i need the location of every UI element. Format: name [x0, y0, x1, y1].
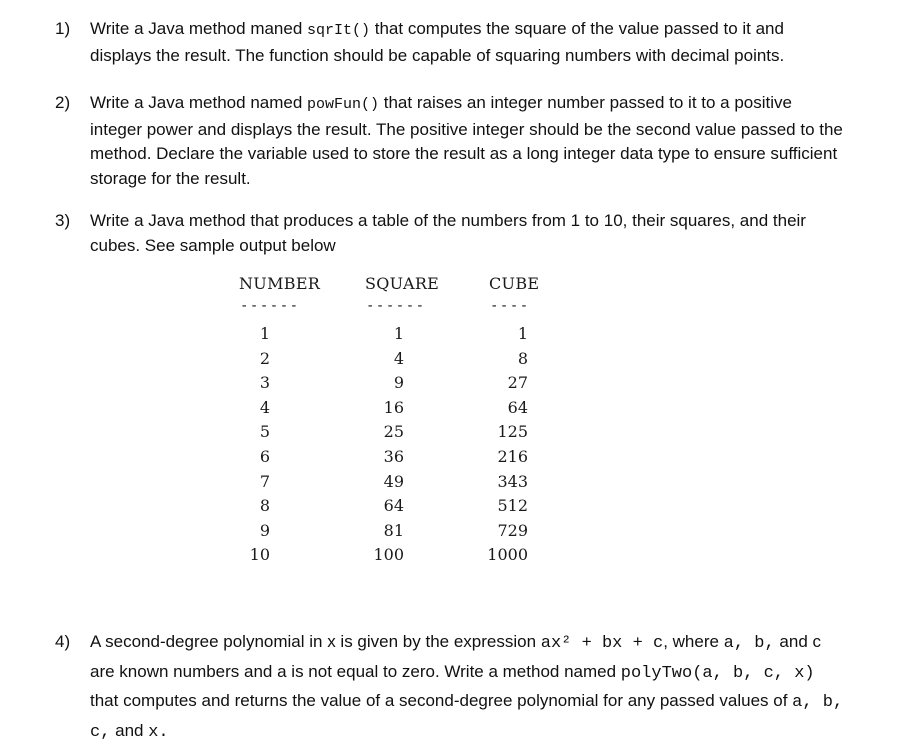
table-cell: 7 [259, 471, 270, 491]
table-cell: 1 [517, 324, 528, 343]
header-number: NUMBER [239, 274, 321, 293]
table-cell: 343 [497, 471, 528, 491]
table-cell: 9 [259, 520, 270, 540]
header-cube: CUBE [489, 274, 540, 293]
table-cell: 25 [383, 422, 404, 442]
column-cube [476, 322, 528, 568]
table-cell: 16 [383, 397, 404, 417]
table-cell: 10 [249, 545, 270, 565]
table-cell: 6 [259, 446, 270, 466]
variable-x: x [327, 632, 336, 651]
header-square: SQUARE [365, 274, 440, 293]
polynomial-expression: ax² + bx + c [540, 634, 664, 653]
text-run: integer power and displays the result. The positive integer should be the second value passed to the [90, 119, 843, 139]
text-run: Write a Java method that produces a table of the numbers from 1 to 10, their squares, and their [90, 211, 806, 230]
table-cell: 49 [383, 471, 404, 491]
question-line [90, 628, 905, 658]
text-run: and [774, 632, 813, 651]
table-cell: 100 [373, 545, 404, 565]
question-line [90, 658, 905, 688]
dash-square: ------ [366, 298, 426, 314]
table-cell: 8 [517, 348, 528, 368]
method-name: polyTwo(a, b, c, x) [620, 663, 815, 683]
table-cell: 4 [259, 397, 270, 417]
table-cell: 2 [259, 348, 270, 368]
question-number: 1) [55, 19, 71, 38]
variable-c: c, [90, 722, 111, 742]
table-cell: 36 [383, 446, 404, 466]
dash-number: ------ [240, 298, 300, 314]
text-run: that computes the square of the value passed to it and [370, 19, 784, 38]
table-cell: 4 [393, 348, 404, 368]
text-run: that computes and returns the value of a second-degree polynomial for any passed values of [90, 691, 793, 710]
dash-cube: ---- [490, 298, 530, 314]
table-cell: 5 [259, 422, 270, 442]
table-cell: 729 [497, 520, 528, 540]
variables-ab: a, b, [723, 634, 775, 653]
text-run: cubes. See sample output below [90, 235, 336, 255]
table-cell: 64 [507, 397, 528, 417]
method-name: powFun() [307, 96, 380, 113]
table-cell: 8 [259, 496, 270, 516]
table-cell: 64 [383, 496, 404, 516]
question-text [90, 628, 905, 746]
variable-x: x. [148, 722, 169, 742]
text-run: is given by the expression [335, 632, 541, 651]
variable-a: a [277, 661, 287, 681]
text-run: A second-degree polynomial in [90, 632, 328, 651]
table-cell: 3 [259, 373, 270, 393]
question-line [90, 687, 905, 717]
text-run: Write a Java method named [90, 93, 308, 112]
text-run: that raises an integer number passed to it to a positive [379, 93, 792, 112]
question-line [90, 717, 905, 747]
variable-c: c [812, 632, 821, 651]
table-cell: 512 [497, 496, 528, 516]
text-run: displays the result. The function should be capable of squaring numbers with decimal points. [90, 45, 785, 65]
table-cell: 1 [259, 324, 270, 343]
table-cell: 216 [497, 446, 528, 466]
table-cell: 27 [507, 373, 528, 393]
question-number: 4) [55, 632, 71, 651]
column-number [240, 322, 270, 568]
question-number: 3) [55, 211, 71, 230]
text-run: is not equal to zero. Write a method named [286, 661, 621, 681]
text-run: are known numbers and [90, 661, 278, 681]
text-run: method. Declare the variable used to store the result as a long integer data type to ensure sufficient [90, 144, 838, 163]
text-run: Write a Java method maned [90, 19, 308, 38]
question-number: 2) [55, 93, 71, 112]
text-run: storage for the result. [90, 168, 251, 188]
column-square [362, 322, 404, 568]
table-cell: 1 [393, 324, 404, 343]
table-cell: 125 [497, 422, 528, 442]
table-cell: 1000 [487, 545, 528, 565]
table-cell: 81 [383, 520, 404, 540]
method-name: sqrIt() [307, 22, 371, 39]
variables-ab: a, b, [792, 693, 844, 712]
table-cell: 9 [393, 373, 404, 393]
text-run: , where [663, 632, 724, 651]
text-run: and [110, 720, 149, 740]
